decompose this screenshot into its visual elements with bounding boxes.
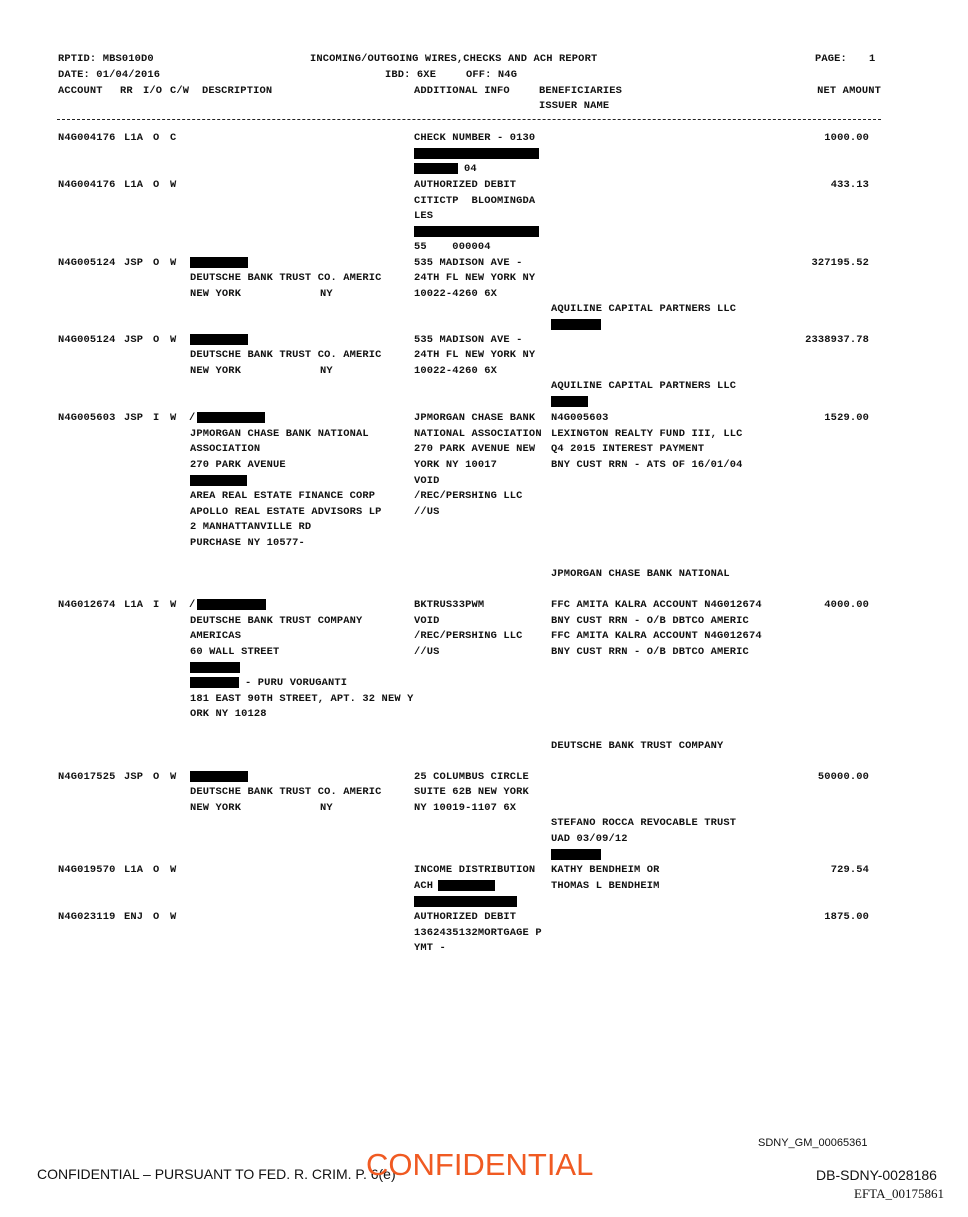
beneficiary-line: FFC AMITA KALRA ACCOUNT N4G012674 (551, 630, 762, 642)
io-flag: O (153, 864, 160, 876)
beneficiary-line: N4G005603 (551, 412, 609, 424)
account-number: N4G012674 (58, 599, 116, 611)
description-line: ASSOCIATION (190, 443, 261, 455)
issuer-name: JPMORGAN CHASE BANK NATIONAL (551, 568, 730, 580)
net-amount: 1875.00 (824, 911, 869, 923)
account-number: N4G023119 (58, 911, 116, 923)
additional-info-line: AUTHORIZED DEBIT (414, 179, 517, 191)
io-flag: I (153, 599, 160, 611)
description-line: AREA REAL ESTATE FINANCE CORP (190, 490, 376, 502)
account-number: N4G005603 (58, 412, 116, 424)
additional-info-line: 24TH FL NEW YORK NY (414, 272, 536, 284)
description-line: ORK NY 10128 (190, 708, 267, 720)
description-line: APOLLO REAL ESTATE ADVISORS LP (190, 506, 382, 518)
rr-code: JSP (124, 334, 144, 346)
additional-info-line: LES (414, 210, 434, 222)
beneficiary-line: LEXINGTON REALTY FUND III, LLC (551, 428, 743, 440)
redaction-bar (197, 599, 266, 610)
col-cw: C/W (170, 85, 190, 97)
additional-info-line: SUITE 62B NEW YORK (414, 786, 529, 798)
redaction-bar (551, 849, 601, 860)
col-description: DESCRIPTION (202, 85, 273, 97)
redaction-bar (438, 880, 495, 891)
description-line: AMERICAS (190, 630, 242, 642)
redaction-bar (190, 334, 248, 345)
cw-flag: W (170, 911, 177, 923)
redaction-bar (190, 475, 247, 486)
additional-info-line: /REC/PERSHING LLC (414, 490, 523, 502)
additional-info-line: 55 000004 (414, 241, 491, 253)
col-beneficiaries: BENEFICIARIES (539, 85, 623, 97)
additional-info-line: 10022-4260 6X (414, 365, 498, 377)
cw-flag: W (170, 334, 177, 346)
efta-number: EFTA_00175861 (854, 1186, 944, 1201)
beneficiary-line: Q4 2015 INTEREST PAYMENT (551, 443, 705, 455)
rr-code: JSP (124, 257, 144, 269)
net-amount: 4000.00 (824, 599, 869, 611)
additional-info-line: 270 PARK AVENUE NEW (414, 443, 536, 455)
io-flag: I (153, 412, 160, 424)
additional-info-line: 24TH FL NEW YORK NY (414, 349, 536, 361)
description-line: DEUTSCHE BANK TRUST CO. AMERIC (190, 272, 382, 284)
beneficiary-line: BNY CUST RRN - ATS OF 16/01/04 (551, 459, 743, 471)
description-name: - PURU VORUGANTI (245, 677, 348, 689)
header-divider (57, 119, 881, 120)
redaction-bar (551, 319, 601, 330)
additional-info-line: //US (414, 646, 440, 658)
description-line: DEUTSCHE BANK TRUST CO. AMERIC (190, 349, 382, 361)
report-id: RPTID: MBS010D0 (58, 53, 154, 65)
issuer-name: AQUILINE CAPITAL PARTNERS LLC (551, 303, 737, 315)
additional-info-line: 04 (464, 163, 477, 175)
additional-info-line: ACH (414, 880, 434, 892)
redaction-bar (190, 257, 248, 268)
description-line: DEUTSCHE BANK TRUST CO. AMERIC (190, 786, 382, 798)
description-line: 2 MANHATTANVILLE RD (190, 521, 312, 533)
confidential-stamp: CONFIDENTIAL (366, 1147, 594, 1182)
beneficiary-line: KATHY BENDHEIM OR (551, 864, 660, 876)
cw-flag: W (170, 257, 177, 269)
description-line: PURCHASE NY 10577- (190, 537, 305, 549)
issuer-name: AQUILINE CAPITAL PARTNERS LLC (551, 380, 737, 392)
cw-flag: W (170, 179, 177, 191)
rr-code: L1A (124, 179, 144, 191)
additional-info-line: 535 MADISON AVE - (414, 334, 523, 346)
rr-code: ENJ (124, 911, 144, 923)
issuer-name: STEFANO ROCCA REVOCABLE TRUST (551, 817, 737, 829)
description-line: NEW YORK (190, 288, 242, 300)
additional-info-line: JPMORGAN CHASE BANK (414, 412, 536, 424)
description-slash: / (189, 412, 196, 424)
description-line: 60 WALL STREET (190, 646, 280, 658)
page-number: 1 (869, 53, 876, 65)
io-flag: O (153, 257, 160, 269)
net-amount: 327195.52 (811, 257, 869, 269)
col-io: I/O (143, 85, 163, 97)
cw-flag: C (170, 132, 177, 144)
account-number: N4G004176 (58, 132, 116, 144)
rr-code: JSP (124, 412, 144, 424)
account-number: N4G005124 (58, 257, 116, 269)
io-flag: O (153, 132, 160, 144)
description-line: NEW YORK (190, 365, 242, 377)
additional-info-line: CHECK NUMBER - 0130 (414, 132, 536, 144)
col-rr: RR (120, 85, 133, 97)
description-line: 181 EAST 90TH STREET, APT. 32 NEW Y (190, 693, 414, 705)
account-number: N4G019570 (58, 864, 116, 876)
io-flag: O (153, 334, 160, 346)
net-amount: 1000.00 (824, 132, 869, 144)
additional-info-line: INCOME DISTRIBUTION (414, 864, 536, 876)
io-flag: O (153, 179, 160, 191)
rr-code: L1A (124, 599, 144, 611)
beneficiary-line: THOMAS L BENDHEIM (551, 880, 660, 892)
col-account: ACCOUNT (58, 85, 103, 97)
additional-info-line: YORK NY 10017 (414, 459, 498, 471)
redaction-bar (190, 771, 248, 782)
rr-code: JSP (124, 771, 144, 783)
production-number: DB-SDNY-0028186 (816, 1167, 937, 1183)
description-line: NEW YORK (190, 802, 242, 814)
additional-info-line: VOID (414, 475, 440, 487)
additional-info-line: NATIONAL ASSOCIATION (414, 428, 542, 440)
net-amount: 2338937.78 (805, 334, 869, 346)
issuer-name: DEUTSCHE BANK TRUST COMPANY (551, 740, 724, 752)
description-line: 270 PARK AVENUE (190, 459, 286, 471)
account-number: N4G004176 (58, 179, 116, 191)
cw-flag: W (170, 599, 177, 611)
cw-flag: W (170, 771, 177, 783)
additional-info-line: BKTRUS33PWM (414, 599, 485, 611)
additional-info-line: 1362435132MORTGAGE P (414, 927, 542, 939)
rr-code: L1A (124, 864, 144, 876)
col-issuer-name: ISSUER NAME (539, 100, 610, 112)
additional-info-line: VOID (414, 615, 440, 627)
redaction-bar (551, 396, 588, 407)
description-state: NY (320, 802, 333, 814)
net-amount: 50000.00 (817, 771, 869, 783)
description-line: JPMORGAN CHASE BANK NATIONAL (190, 428, 369, 440)
additional-info-line: CITICTP BLOOMINGDA (414, 195, 536, 207)
io-flag: O (153, 771, 160, 783)
redaction-bar (414, 148, 539, 159)
account-number: N4G005124 (58, 334, 116, 346)
redaction-bar (414, 896, 517, 907)
io-flag: O (153, 911, 160, 923)
page-label: PAGE: (815, 53, 847, 65)
redaction-bar (414, 163, 458, 174)
additional-info-line: YMT - (414, 942, 446, 954)
redaction-bar (414, 226, 539, 237)
redaction-bar (190, 662, 240, 673)
redaction-bar (190, 677, 239, 688)
report-title: INCOMING/OUTGOING WIRES,CHECKS AND ACH REPORT (310, 53, 598, 65)
cw-flag: W (170, 864, 177, 876)
confidentiality-notice: CONFIDENTIAL – PURSUANT TO FED. R. CRIM. P. 6(e) (37, 1166, 396, 1182)
description-slash: / (189, 599, 196, 611)
rr-code: L1A (124, 132, 144, 144)
net-amount: 729.54 (830, 864, 869, 876)
cw-flag: W (170, 412, 177, 424)
issuer-name: UAD 03/09/12 (551, 833, 628, 845)
net-amount: 433.13 (830, 179, 869, 191)
bates-number: SDNY_GM_00065361 (758, 1137, 868, 1149)
beneficiary-line: BNY CUST RRN - O/B DBTCO AMERIC (551, 615, 749, 627)
additional-info-line: 535 MADISON AVE - (414, 257, 523, 269)
col-net-amount: NET AMOUNT (817, 85, 881, 97)
additional-info-line: 10022-4260 6X (414, 288, 498, 300)
additional-info-line: NY 10019-1107 6X (414, 802, 517, 814)
col-additional-info: ADDITIONAL INFO (414, 85, 510, 97)
beneficiary-line: FFC AMITA KALRA ACCOUNT N4G012674 (551, 599, 762, 611)
additional-info-line: 25 COLUMBUS CIRCLE (414, 771, 529, 783)
office-code: OFF: N4G (466, 69, 518, 81)
description-state: NY (320, 365, 333, 377)
additional-info-line: //US (414, 506, 440, 518)
beneficiary-line: BNY CUST RRN - O/B DBTCO AMERIC (551, 646, 749, 658)
description-line: DEUTSCHE BANK TRUST COMPANY (190, 615, 363, 627)
net-amount: 1529.00 (824, 412, 869, 424)
description-state: NY (320, 288, 333, 300)
additional-info-line: /REC/PERSHING LLC (414, 630, 523, 642)
ibd-code: IBD: 6XE (385, 69, 437, 81)
account-number: N4G017525 (58, 771, 116, 783)
additional-info-line: AUTHORIZED DEBIT (414, 911, 517, 923)
report-date: DATE: 01/04/2016 (58, 69, 161, 81)
redaction-bar (197, 412, 265, 423)
